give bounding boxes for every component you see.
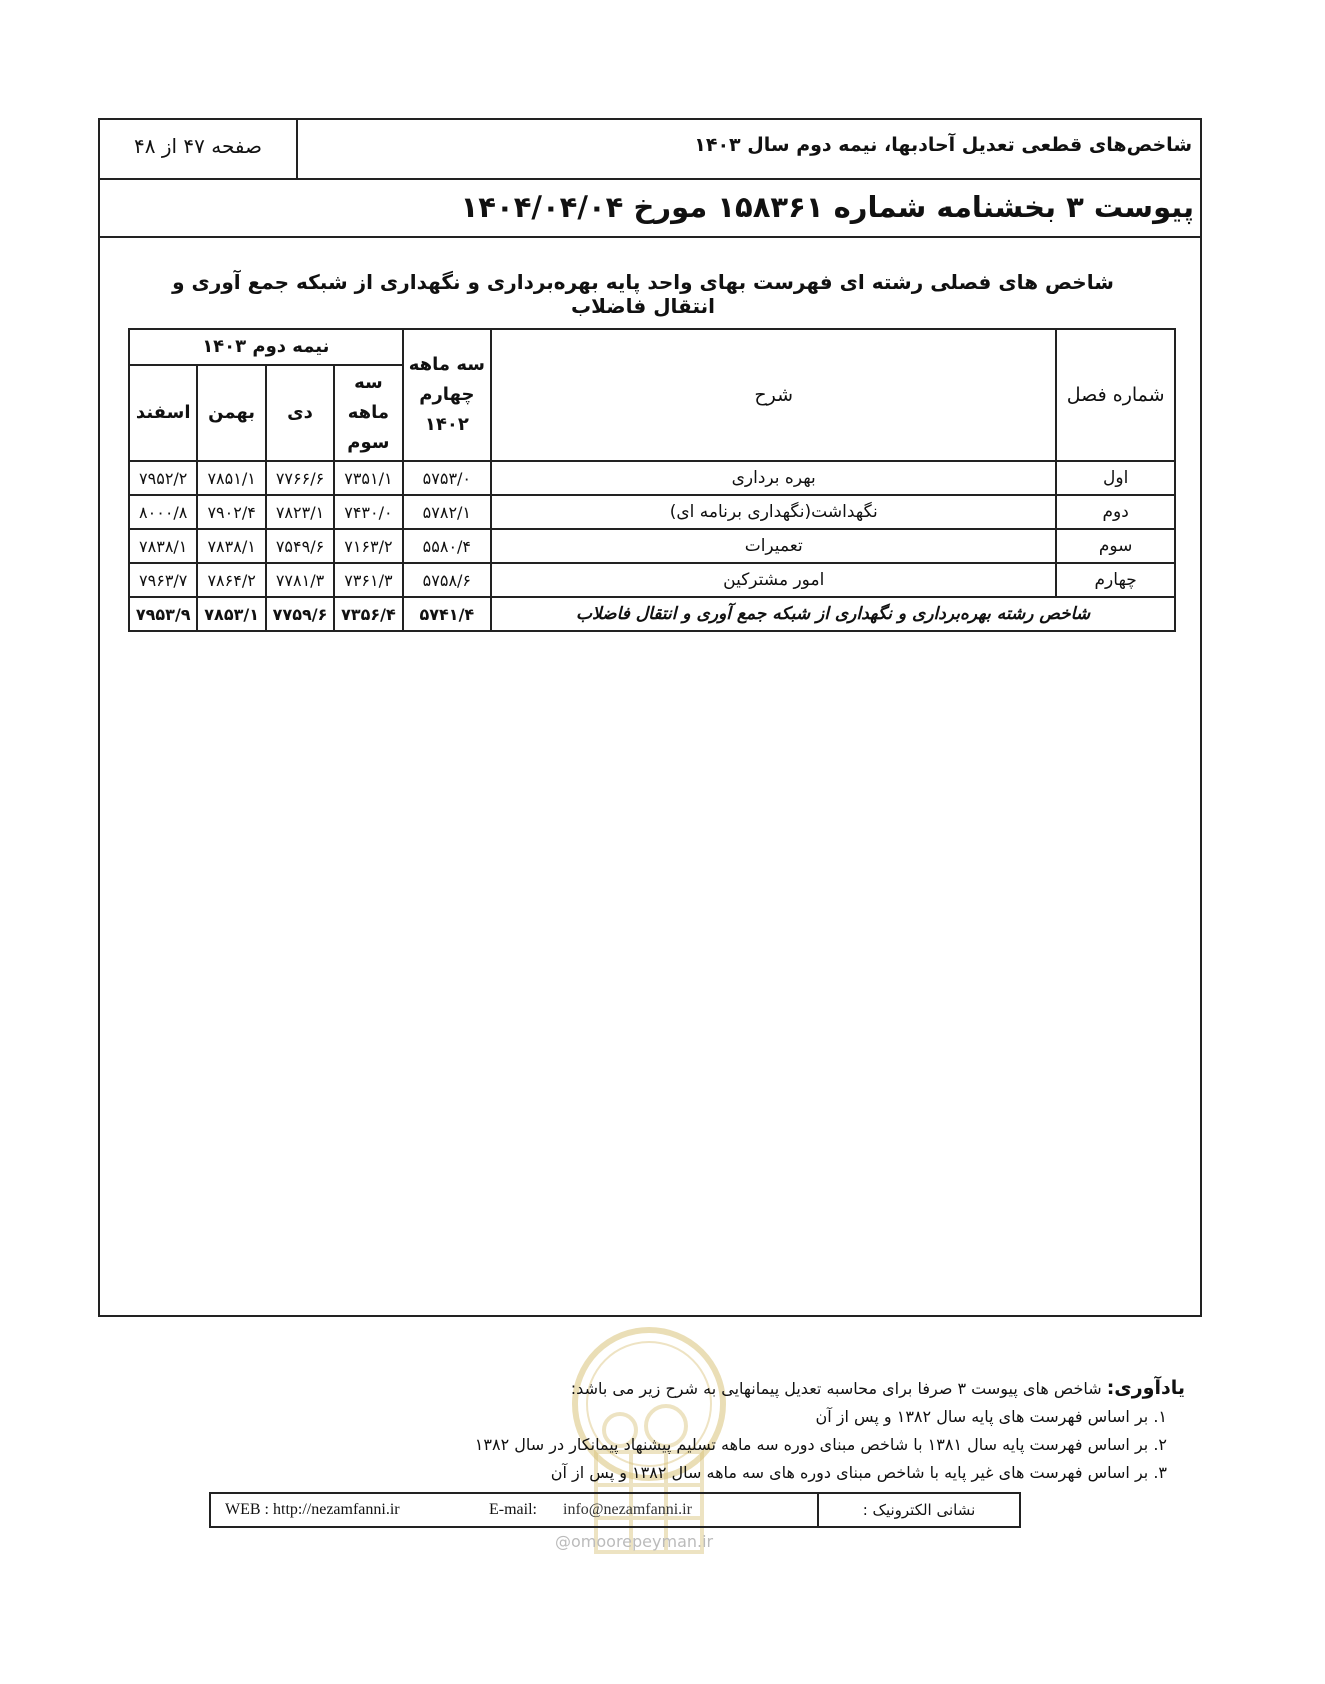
document-title: شاخص‌های قطعی تعدیل آحادبها، نیمه دوم سال ۱۴۰۳ <box>694 134 1192 156</box>
cell-sharh: تعمیرات <box>491 529 1056 563</box>
notes-intro-line <box>365 1374 1185 1403</box>
page-number-box <box>100 120 298 178</box>
header-q4-1402: سه ماهه چهارم ۱۴۰۲ <box>403 329 492 461</box>
cell-fasl: چهارم <box>1056 563 1175 597</box>
cell-sharh: امور مشترکین <box>491 563 1056 597</box>
website-link[interactable]: WEB : http://nezamfanni.ir <box>225 1501 400 1518</box>
contact-label: نشانی الکترونیک : <box>817 1494 1019 1526</box>
email-label: E-mail: <box>489 1501 537 1518</box>
section-title: شاخص های فصلی رشته ای فهرست بهای واحد پایه بهره‌برداری و نگهداری از شبکه جمع آوری و انتقال فاضلاب <box>172 270 1114 318</box>
watermark-text: @omoorepeyman.ir <box>555 1532 714 1551</box>
header-dey: دی <box>266 365 334 461</box>
header-esfand: اسفند <box>129 365 197 461</box>
total-sharh: شاخص رشته بهره‌برداری و نگهداری از شبکه جمع آوری و انتقال فاضلاب <box>491 597 1175 631</box>
table-row <box>129 563 1175 597</box>
cell-sharh: بهره برداری <box>491 461 1056 495</box>
cell-q3: ۷۴۳۰/۰ <box>334 495 402 529</box>
notes-lead: یادآوری: <box>1106 1377 1185 1399</box>
cell-fasl: دوم <box>1056 495 1175 529</box>
total-q3: ۷۳۵۶/۴ <box>334 597 402 631</box>
table-header-row-1 <box>129 329 1175 365</box>
header-bahman: بهمن <box>197 365 265 461</box>
cell-bahman: ۷۸۳۸/۱ <box>197 529 265 563</box>
email-link[interactable]: info@nezamfanni.ir <box>563 1501 692 1518</box>
cell-q3: ۷۳۵۱/۱ <box>334 461 402 495</box>
attachment-title: پیوست ۳ بخشنامه شماره ۱۵۸۳۶۱ مورخ ۱۴۰۴/۰۴/۰۴ <box>460 190 1194 224</box>
notes-intro: شاخص های پیوست ۳ صرفا برای محاسبه تعدیل پیمانهایی به شرح زیر می باشد: <box>570 1379 1102 1398</box>
cell-q3: ۷۳۶۱/۳ <box>334 563 402 597</box>
cell-fasl: اول <box>1056 461 1175 495</box>
total-q4-1402: ۵۷۴۱/۴ <box>403 597 492 631</box>
table-row <box>129 529 1175 563</box>
cell-q3: ۷۱۶۳/۲ <box>334 529 402 563</box>
cell-esfand: ۷۹۶۳/۷ <box>129 563 197 597</box>
cell-q4-1402: ۵۷۵۸/۶ <box>403 563 492 597</box>
document-frame <box>98 118 1202 1317</box>
cell-sharh: نگهداشت(نگهداری برنامه ای) <box>491 495 1056 529</box>
notes-item: ۱. بر اساس فهرست های پایه سال ۱۳۸۲ و پس از آن <box>815 1407 1167 1426</box>
total-bahman: ۷۸۵۳/۱ <box>197 597 265 631</box>
table-total-row <box>129 597 1175 631</box>
cell-bahman: ۷۸۵۱/۱ <box>197 461 265 495</box>
table-row <box>129 495 1175 529</box>
cell-dey: ۷۸۲۳/۱ <box>266 495 334 529</box>
cell-esfand: ۷۸۳۸/۱ <box>129 529 197 563</box>
cell-bahman: ۷۹۰۲/۴ <box>197 495 265 529</box>
cell-q4-1402: ۵۷۵۳/۰ <box>403 461 492 495</box>
cell-dey: ۷۵۴۹/۶ <box>266 529 334 563</box>
index-table <box>128 328 1176 632</box>
header-q3: سه ماهه سوم <box>334 365 402 461</box>
page-number: صفحه ۴۷ از ۴۸ <box>134 134 262 158</box>
header-sharh: شرح <box>491 329 1056 461</box>
notes-item: ۲. بر اساس فهرست پایه سال ۱۳۸۱ با شاخص مبنای دوره سه ماهه تسلیم پیشنهاد پیمانکار در سال ۱۳۸۲ <box>474 1435 1167 1454</box>
cell-dey: ۷۷۸۱/۳ <box>266 563 334 597</box>
header-fasl: شماره فصل <box>1056 329 1175 461</box>
cell-q4-1402: ۵۷۸۲/۱ <box>403 495 492 529</box>
total-dey: ۷۷۵۹/۶ <box>266 597 334 631</box>
notes-block <box>365 1374 1185 1487</box>
cell-bahman: ۷۸۶۴/۲ <box>197 563 265 597</box>
cell-q4-1402: ۵۵۸۰/۴ <box>403 529 492 563</box>
notes-item: ۳. بر اساس فهرست های غیر پایه با شاخص مبنای دوره های سه ماهه سال ۱۳۸۲ و پس از آن <box>550 1463 1167 1482</box>
table-row <box>129 461 1175 495</box>
cell-esfand: ۸۰۰۰/۸ <box>129 495 197 529</box>
contact-box <box>209 1492 1021 1528</box>
total-esfand: ۷۹۵۳/۹ <box>129 597 197 631</box>
cell-esfand: ۷۹۵۲/۲ <box>129 461 197 495</box>
header-row-attachment <box>100 180 1200 238</box>
cell-dey: ۷۷۶۶/۶ <box>266 461 334 495</box>
cell-fasl: سوم <box>1056 529 1175 563</box>
header-row-top <box>100 120 1200 180</box>
header-half-1403: نیمه دوم ۱۴۰۳ <box>129 329 403 365</box>
